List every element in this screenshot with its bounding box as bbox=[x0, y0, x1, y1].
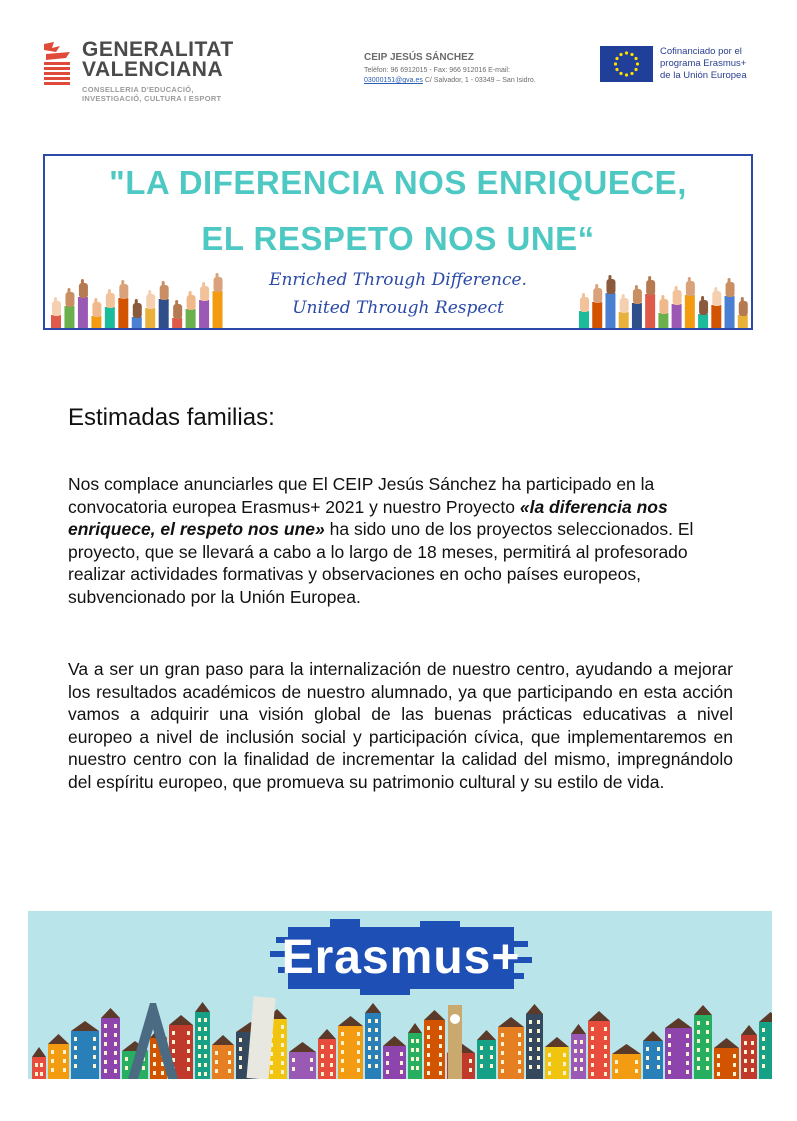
banner-subtitle-line2: United Through Respect bbox=[292, 298, 504, 318]
paragraph-text: Nos complace anunciarles que El CEIP Jesús Sánchez ha participado en la convocatoria europea Erasmus+ 2021 y nuestro Proyecto bbox=[68, 474, 655, 517]
eu-flag-icon bbox=[600, 46, 653, 82]
eu-line3: de la Unión Europea bbox=[660, 70, 747, 81]
european-landmarks-skyline-illustration bbox=[28, 989, 772, 1079]
school-address-line bbox=[364, 76, 599, 86]
org-sub-line1: CONSELLERIA D'EDUCACIÓ, bbox=[82, 85, 194, 94]
paragraph-announcement bbox=[68, 473, 733, 608]
raised-hands-left-illustration bbox=[47, 260, 227, 330]
generalitat-emblem-icon bbox=[40, 40, 76, 88]
school-info bbox=[364, 52, 599, 86]
eu-cofinance-logo bbox=[600, 46, 780, 86]
paragraph-benefits: Va a ser un gran paso para la internalización de nuestro centro, ayudando a mejorar los resultados académicos de nuestro alumnado, ya que participando en esta acción vamos a adquirir una visión global de las buenas prácticas educativas a nivel europeo a nivel de inclusión social y participación cívica, que implementaremos en nuestro centro con la finalidad de incrementar la calidad del mismo, impregnándolo del espíritu europeo, que promueva su patrimonio cultural y su estilo de vida. bbox=[68, 659, 733, 792]
erasmus-logo bbox=[270, 917, 532, 999]
banner-title-line1: "LA DIFERENCIA NOS ENRIQUECE, bbox=[109, 164, 687, 201]
raised-hands-right-illustration bbox=[575, 254, 751, 330]
school-name: CEIP JESÚS SÁNCHEZ bbox=[364, 52, 474, 63]
generalitat-logo bbox=[40, 38, 240, 110]
paragraph-text: ha sido uno de los proyectos seleccionados. El proyecto, que se llevará a cabo a lo largo de 18 meses, permitirá al profesorado realizar actividades formativas y observaciones en ocho países europeos, subvencionado por la Unión Europea. bbox=[68, 519, 694, 607]
eu-line2: programa Erasmus+ bbox=[660, 58, 747, 69]
org-title-line2: VALENCIANA bbox=[82, 58, 224, 81]
project-banner bbox=[43, 154, 753, 330]
banner-title-line2: EL RESPETO NOS UNE“ bbox=[201, 220, 595, 257]
school-email-link[interactable]: 03000151@gva.es bbox=[364, 77, 423, 84]
project-name: «la diferencia nos enriquece, el respeto nos une» bbox=[68, 496, 668, 539]
erasmus-skyline-banner bbox=[28, 911, 772, 1079]
eu-line1: Cofinanciado por el bbox=[660, 46, 742, 57]
org-sub-line2: INVESTIGACIÓ, CULTURA I ESPORT bbox=[82, 94, 222, 103]
org-title-line1: GENERALITAT bbox=[82, 38, 234, 61]
banner-subtitle-line1: Enriched Through Difference. bbox=[269, 270, 527, 290]
erasmus-wordmark: Erasmus+ bbox=[281, 931, 521, 984]
greeting: Estimadas familias: bbox=[68, 404, 275, 431]
school-contact-line: Telèfon: 96 6912015 - Fax: 966 912016 E-mail: bbox=[364, 67, 510, 74]
school-address: C/ Salvador, 1 - 03349 – San Isidro. bbox=[424, 77, 536, 84]
eu-cofinance-text bbox=[660, 46, 780, 82]
